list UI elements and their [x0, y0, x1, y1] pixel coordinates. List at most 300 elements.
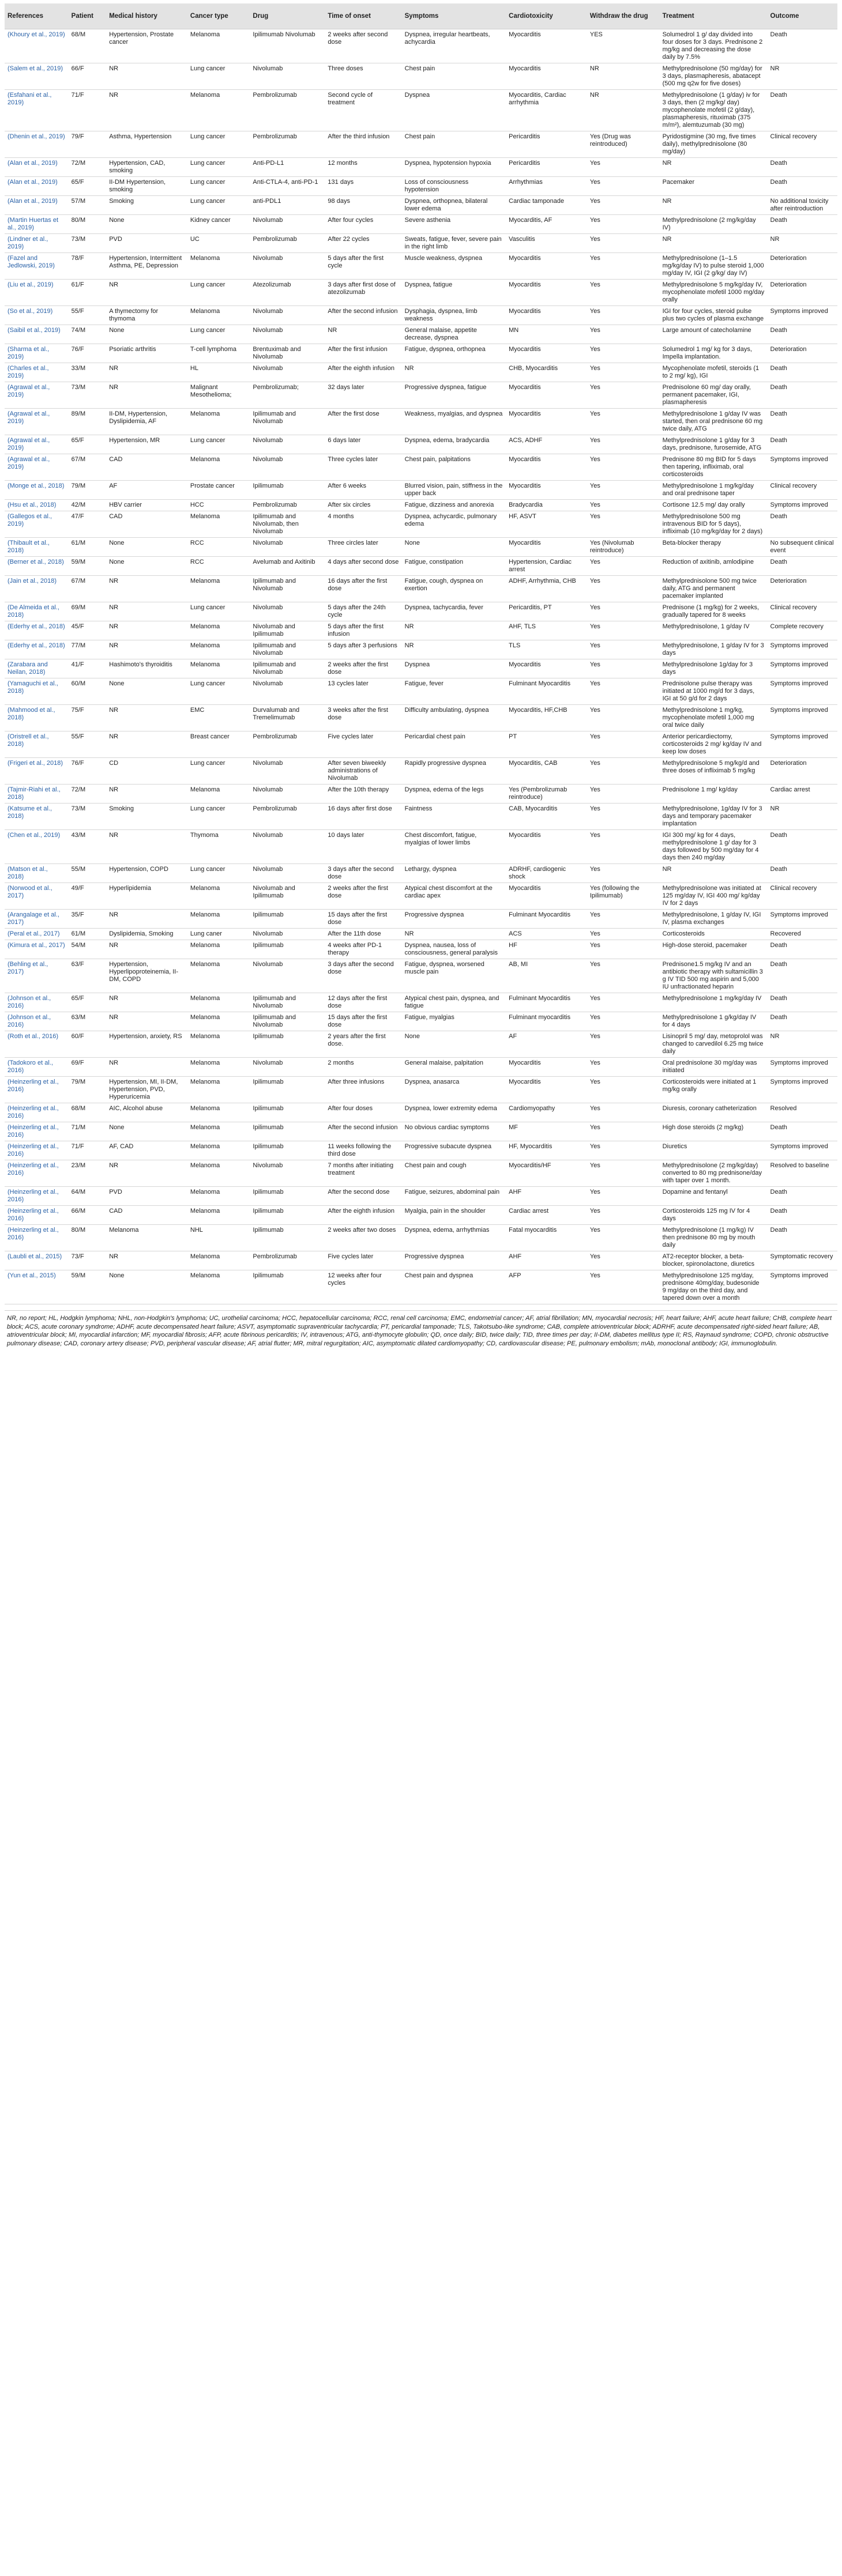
table-cell: 4 weeks after PD-1 therapy — [325, 940, 401, 959]
table-cell: NR — [106, 1012, 187, 1031]
reference-link[interactable]: (So et al., 2019) — [5, 306, 69, 325]
table-cell: Nivolumab — [250, 253, 325, 280]
reference-link[interactable]: (Hsu et al., 2018) — [5, 500, 69, 511]
table-cell: NR — [106, 940, 187, 959]
reference-link[interactable]: (Matson et al., 2018) — [5, 864, 69, 883]
reference-link[interactable]: (De Almeida et al., 2018) — [5, 602, 69, 621]
table-cell: Yes — [587, 659, 660, 678]
table-cell: No subsequent clinical event — [768, 538, 837, 557]
reference-link[interactable]: (Heinzerling et al., 2016) — [5, 1225, 69, 1251]
table-cell: NR — [768, 63, 837, 90]
table-cell: Clinical recovery — [768, 602, 837, 621]
table-cell: Symptoms improved — [768, 454, 837, 481]
table-cell: Nivolumab — [250, 929, 325, 940]
table-cell: Fatigue, fever — [402, 678, 506, 705]
table-cell: Lisinopril 5 mg/ day, metoprolol was changed to carvedilol 6.25 mg twice daily — [660, 1031, 768, 1058]
table-cell: Deterioration — [768, 280, 837, 306]
table-cell: NR — [587, 63, 660, 90]
reference-link[interactable]: (Dhenin et al., 2019) — [5, 131, 69, 158]
table-cell: None — [106, 215, 187, 234]
table-cell: None — [106, 557, 187, 576]
table-cell: Prednisolone pulse therapy was initiated at 1000 mg/d for 3 days, IGI at 50 g/d for 2 days — [660, 678, 768, 705]
reference-link[interactable]: (Fazel and Jedlowski, 2019) — [5, 253, 69, 280]
table-cell: 47/F — [69, 511, 107, 538]
table-cell: 63/F — [69, 959, 107, 993]
table-cell: After the 11th dose — [325, 929, 401, 940]
reference-link[interactable]: (Peral et al., 2017) — [5, 929, 69, 940]
table-row — [5, 306, 837, 325]
table-cell: Arrhythmias — [506, 177, 587, 196]
table-cell: Death — [768, 325, 837, 344]
table-cell: Melanoma — [187, 1251, 250, 1270]
table-cell: Yes — [587, 253, 660, 280]
column-header: Treatment — [660, 3, 768, 29]
table-cell: 65/F — [69, 993, 107, 1012]
table-cell: 73/F — [69, 1251, 107, 1270]
reference-link[interactable]: (Yun et al., 2015) — [5, 1270, 69, 1304]
table-cell: Clinical recovery — [768, 131, 837, 158]
column-header: Symptoms — [402, 3, 506, 29]
table-cell: Ipilimumab — [250, 910, 325, 929]
column-header: Drug — [250, 3, 325, 29]
reference-link[interactable]: (Martin Huertas et al., 2019) — [5, 215, 69, 234]
table-row — [5, 1206, 837, 1225]
table-cell: Yes — [587, 705, 660, 731]
table-cell: AHF — [506, 1187, 587, 1206]
table-cell: 7 months after initiating treatment — [325, 1160, 401, 1187]
table-cell: Melanoma — [187, 1077, 250, 1103]
table-cell: Three cycles later — [325, 454, 401, 481]
table-cell: High dose steroids (2 mg/kg) — [660, 1122, 768, 1141]
table-cell: NR — [106, 830, 187, 864]
table-cell: After the 10th therapy — [325, 785, 401, 804]
table-cell: None — [106, 1122, 187, 1141]
reference-link[interactable]: (Norwood et al., 2017) — [5, 883, 69, 910]
table-cell: Methylprednisolone 500 mg twice daily, ATG and permanent pacemaker implanted — [660, 576, 768, 602]
table-cell: After seven biweekly administrations of Nivolumab — [325, 758, 401, 785]
table-row — [5, 557, 837, 576]
table-cell: Nivolumab and Ipilimumab — [250, 621, 325, 640]
column-header: Outcome — [768, 3, 837, 29]
table-cell: Methylprednisolone 1 g/day IV was started, then oral prednisone 60 mg twice daily, ATG — [660, 409, 768, 435]
reference-link[interactable]: (Thibault et al., 2018) — [5, 538, 69, 557]
reference-link[interactable]: (Esfahani et al., 2019) — [5, 90, 69, 131]
table-cell: 16 days after first dose — [325, 804, 401, 830]
column-header: Cancer type — [187, 3, 250, 29]
reference-link[interactable]: (Liu et al., 2019) — [5, 280, 69, 306]
table-cell: Dyspnea, achycardic, pulmonary edema — [402, 511, 506, 538]
table-cell: None — [402, 1031, 506, 1058]
table-cell: 32 days later — [325, 382, 401, 409]
table-cell: Hypertension, MI, II-DM, Hypertension, PVD, Hyperuricemia — [106, 1077, 187, 1103]
reference-link[interactable]: (Lindner et al., 2019) — [5, 234, 69, 253]
table-cell: 4 days after second dose — [325, 557, 401, 576]
reference-link[interactable]: (Agrawal et al., 2019) — [5, 454, 69, 481]
table-cell: Breast cancer — [187, 731, 250, 758]
table-cell: Melanoma — [187, 910, 250, 929]
table-cell: Nivolumab — [250, 538, 325, 557]
table-cell: CAD — [106, 454, 187, 481]
table-cell: Anti-PD-L1 — [250, 158, 325, 177]
table-row — [5, 1251, 837, 1270]
table-cell: Death — [768, 940, 837, 959]
table-cell: None — [402, 538, 506, 557]
reference-link[interactable]: (Agrawal et al., 2019) — [5, 382, 69, 409]
table-cell: Yes — [587, 344, 660, 363]
table-cell: Myocarditis — [506, 1058, 587, 1077]
reference-link[interactable]: (Katsume et al., 2018) — [5, 804, 69, 830]
table-cell: NR — [106, 621, 187, 640]
reference-link[interactable]: (Behling et al., 2017) — [5, 959, 69, 993]
table-row — [5, 280, 837, 306]
table-row — [5, 929, 837, 940]
table-cell: Yes — [587, 1058, 660, 1077]
table-cell: 57/M — [69, 196, 107, 215]
table-cell: Melanoma — [187, 1103, 250, 1122]
table-cell: Lung cancer — [187, 804, 250, 830]
reference-link[interactable]: (Oristrell et al., 2018) — [5, 731, 69, 758]
table-cell: Death — [768, 993, 837, 1012]
table-cell: Lung cancer — [187, 602, 250, 621]
reference-link[interactable]: (Berner et al., 2018) — [5, 557, 69, 576]
table-cell: Death — [768, 215, 837, 234]
table-cell: 35/F — [69, 910, 107, 929]
reference-link[interactable]: (Salem et al., 2019) — [5, 63, 69, 90]
table-cell: Yes — [587, 158, 660, 177]
table-cell: Nivolumab — [250, 785, 325, 804]
reference-link[interactable]: (Frigeri et al., 2018) — [5, 758, 69, 785]
table-cell: Vasculitis — [506, 234, 587, 253]
table-cell: Ipilimumab and Nivolumab — [250, 640, 325, 659]
table-cell: Lung cancer — [187, 758, 250, 785]
reference-link[interactable]: (Heinzerling et al., 2016) — [5, 1160, 69, 1187]
table-cell: Methylprednisolone (50 mg/day) for 3 days, plasmapheresis, abatacept (500 mg q2w for five doses) — [660, 63, 768, 90]
table-cell: II-DM Hypertension, smoking — [106, 177, 187, 196]
reference-link[interactable]: (Sharma et al., 2019) — [5, 344, 69, 363]
table-cell: Corticosteroids were initiated at 1 mg/kg orally — [660, 1077, 768, 1103]
table-cell: Clinical recovery — [768, 481, 837, 500]
reference-link[interactable]: (Johnson et al., 2016) — [5, 1012, 69, 1031]
reference-link[interactable]: (Gallegos et al., 2019) — [5, 511, 69, 538]
table-cell: 2 weeks after two doses — [325, 1225, 401, 1251]
table-cell: YES — [587, 29, 660, 63]
table-footnote: NR, no report; HL, Hodgkin lymphoma; NHL, non-Hodgkin's lymphoma; UC, urothelial carcinoma; HCC, hepatocellular carcinoma; RCC, renal cell carcinoma; EMC, endometrial cancer; AF, atrial fibrillation; MN, myocardial necrosis; HF, heart failure; AHF, acute heart failure; CHB, complete heart block; ACS, acute coronary syndrome; ADHF, acute decompensated heart failure; ASVT, asymptomatic supraventricular tachycardia; PT, pericardial tamponade; TLS, Takotsubo-like syndrome; CAB, complete atrioventricular block; ADRHF, acute decompensated right-sided heart failure; AB, atrioventricular block; MI, myocardial infarction; MF, myocardial fibrosis; AFP, acute fibrinous pericarditis; IV, intravenous; ATG, anti-thymocyte globulin; QD, once daily; BID, twice daily; TID, three times per day; II-DM, diabetes mellitus type II; RS, Raynaud syndrome; COPD, chronic obstructive pulmonary disease; CAD, coronary artery disease; PVD, peripheral vascular disease; AF, atrial flutter; MR, mitral regurgitation; AIC, asymptomatic dilated cardiomyopathy; CD, cardiovascular disease; PE, pulmonary embolism; mAb, monoclonal antibody; IGI, immunoglobulin. — [5, 1310, 837, 1348]
table-cell: Symptoms improved — [768, 1058, 837, 1077]
table-cell: Death — [768, 830, 837, 864]
table-cell: NR — [106, 63, 187, 90]
table-cell: 23/M — [69, 1160, 107, 1187]
table-cell: Solumedrol 1 mg/ kg for 3 days, Impella implantation. — [660, 344, 768, 363]
table-cell: 63/M — [69, 1012, 107, 1031]
column-header: Withdraw the drug — [587, 3, 660, 29]
reference-link[interactable]: (Roth et al., 2016) — [5, 1031, 69, 1058]
table-cell: 65/F — [69, 435, 107, 454]
table-cell: AHF — [506, 1251, 587, 1270]
table-cell: Yes — [587, 1103, 660, 1122]
reference-link[interactable]: (Heinzerling et al., 2016) — [5, 1187, 69, 1206]
table-cell: Lung cancer — [187, 131, 250, 158]
table-cell: AF, CAD — [106, 1141, 187, 1160]
reference-link[interactable]: (Alan et al., 2019) — [5, 158, 69, 177]
table-cell: Symptoms improved — [768, 1270, 837, 1304]
reference-link[interactable]: (Jain et al., 2018) — [5, 576, 69, 602]
table-cell: Yes — [587, 557, 660, 576]
table-cell: Yes (following the Ipilimumab) — [587, 883, 660, 910]
table-cell: NR — [106, 1251, 187, 1270]
table-cell: Pembrolizumab — [250, 131, 325, 158]
table-cell: Myocarditis — [506, 409, 587, 435]
table-cell: CAD — [106, 1206, 187, 1225]
reference-link[interactable]: (Kimura et al., 2017) — [5, 940, 69, 959]
table-cell: Ipilimumab — [250, 1270, 325, 1304]
table-cell: Ipilimumab and Nivolumab — [250, 409, 325, 435]
table-cell: 79/M — [69, 1077, 107, 1103]
table-cell: Prednisone 80 mg BID for 5 days then tapering, infliximab, oral corticosteroids — [660, 454, 768, 481]
table-cell: Methylprednisolone 1 g/kg/day IV for 4 days — [660, 1012, 768, 1031]
table-cell: Three doses — [325, 63, 401, 90]
table-cell: Melanoma — [187, 940, 250, 959]
reference-link[interactable]: (Ederhy et al., 2018) — [5, 621, 69, 640]
table-cell: Dyspnea — [402, 90, 506, 131]
reference-link[interactable]: (Charles et al., 2019) — [5, 363, 69, 382]
table-cell: Fatigue, seizures, abdominal pain — [402, 1187, 506, 1206]
table-cell: Yes — [587, 785, 660, 804]
reference-link[interactable]: (Chen et al., 2019) — [5, 830, 69, 864]
table-cell: Yes — [587, 481, 660, 500]
table-cell: Death — [768, 158, 837, 177]
table-row — [5, 29, 837, 63]
reference-link[interactable]: (Yamaguchi et al., 2018) — [5, 678, 69, 705]
table-cell: Melanoma — [187, 576, 250, 602]
table-cell: Ipilimumab — [250, 1031, 325, 1058]
table-cell: Deterioration — [768, 576, 837, 602]
table-cell: After three infusions — [325, 1077, 401, 1103]
table-cell: Nivolumab and Ipilimumab — [250, 883, 325, 910]
table-cell: IGI 300 mg/ kg for 4 days, methylprednisolone 1 g/ day for 3 days followed by 500 mg/day for 4 days then 240 mg/day — [660, 830, 768, 864]
table-cell: After four doses — [325, 1103, 401, 1122]
reference-link[interactable]: (Agrawal et al., 2019) — [5, 435, 69, 454]
table-cell: Death — [768, 511, 837, 538]
table-cell: Myalgia, pain in the shoulder — [402, 1206, 506, 1225]
table-cell: Prednisolone 60 mg/ day orally, permanent pacemaker, IGI, plasmapheresis — [660, 382, 768, 409]
table-cell: Myocarditis, HF,CHB — [506, 705, 587, 731]
table-cell: Death — [768, 177, 837, 196]
table-row — [5, 253, 837, 280]
table-cell: Dyspnea, edema, arrhythmias — [402, 1225, 506, 1251]
table-cell: 15 days after the first dose — [325, 910, 401, 929]
table-cell: 2 years after the first dose. — [325, 1031, 401, 1058]
table-cell: Pyridostigmine (30 mg, five times daily), methylprednisolone (80 mg/day) — [660, 131, 768, 158]
table-cell: NR — [660, 864, 768, 883]
table-cell: Nivolumab — [250, 215, 325, 234]
table-cell: IGI for four cycles, steroid pulse plus two cycles of plasma exchange — [660, 306, 768, 325]
table-cell: Hypertension, CAD, smoking — [106, 158, 187, 177]
table-row — [5, 910, 837, 929]
reference-link[interactable]: (Tadokoro et al., 2016) — [5, 1058, 69, 1077]
table-row — [5, 640, 837, 659]
table-row — [5, 435, 837, 454]
table-cell: 12 months — [325, 158, 401, 177]
reference-link[interactable]: (Saibil et al., 2019) — [5, 325, 69, 344]
table-cell: Ipilimumab — [250, 1077, 325, 1103]
reference-link[interactable]: (Heinzerling et al., 2016) — [5, 1141, 69, 1160]
table-cell: Dyspnea, edema of the legs — [402, 785, 506, 804]
table-row — [5, 758, 837, 785]
table-cell: Symptoms improved — [768, 640, 837, 659]
table-row — [5, 731, 837, 758]
table-cell: Beta-blocker therapy — [660, 538, 768, 557]
table-cell: Yes — [587, 940, 660, 959]
table-cell: Death — [768, 1225, 837, 1251]
table-cell: Melanoma — [187, 621, 250, 640]
table-cell: Melanoma — [187, 1270, 250, 1304]
reference-link[interactable]: (Laubli et al., 2015) — [5, 1251, 69, 1270]
table-cell: Myocarditis — [506, 280, 587, 306]
table-row — [5, 1187, 837, 1206]
table-row — [5, 63, 837, 90]
table-cell: Methylprednisolone (1–1.5 mg/kg/day IV) to pulse steroid 1,000 mg/day IV, IGI (2 g/kg/ day IV) — [660, 253, 768, 280]
reference-link[interactable]: (Heinzerling et al., 2016) — [5, 1103, 69, 1122]
table-cell: NR — [106, 90, 187, 131]
table-cell: Methylprednisolone 500 mg intravenous BID for 5 days), infliximab (10 mg/kg/day for 2 days) — [660, 511, 768, 538]
reference-link[interactable]: (Zarabara and Neilan, 2018) — [5, 659, 69, 678]
table-cell: Atypical chest pain, dyspnea, and fatigue — [402, 993, 506, 1012]
table-cell: 11 weeks following the third dose — [325, 1141, 401, 1160]
reference-link[interactable]: (Monge et al., 2018) — [5, 481, 69, 500]
table-cell: 3 days after first dose of atezolizumab — [325, 280, 401, 306]
reference-link[interactable]: (Mahmood et al., 2018) — [5, 705, 69, 731]
table-cell: Cortisone 12.5 mg/ day orally — [660, 500, 768, 511]
table-cell: Pacemaker — [660, 177, 768, 196]
reference-link[interactable]: (Ederhy et al., 2018) — [5, 640, 69, 659]
reference-link[interactable]: (Alan et al., 2019) — [5, 177, 69, 196]
table-row — [5, 705, 837, 731]
table-cell: Deterioration — [768, 344, 837, 363]
table-cell: 5 days after the first cycle — [325, 253, 401, 280]
table-row — [5, 363, 837, 382]
table-cell: 72/M — [69, 785, 107, 804]
table-cell: Nivolumab — [250, 325, 325, 344]
table-cell: 75/F — [69, 705, 107, 731]
table-cell: Cardiac arrest — [768, 785, 837, 804]
table-cell: Melanoma — [187, 993, 250, 1012]
column-header: References — [5, 3, 69, 29]
table-row — [5, 344, 837, 363]
table-cell: Symptomatic recovery — [768, 1251, 837, 1270]
table-cell: Death — [768, 409, 837, 435]
table-cell: Death — [768, 1122, 837, 1141]
table-cell: Fatigue, dizziness and anorexia — [402, 500, 506, 511]
table-cell: 72/M — [69, 158, 107, 177]
table-cell: AT2-receptor blocker, a beta-blocker, spironolactone, diuretics — [660, 1251, 768, 1270]
table-cell: Yes — [587, 306, 660, 325]
table-cell: Melanoma — [187, 1058, 250, 1077]
table-cell: 2 weeks after the first dose — [325, 883, 401, 910]
table-cell: NR — [768, 804, 837, 830]
table-cell: II-DM, Hypertension, Dyslipidemia, AF — [106, 409, 187, 435]
table-cell: NR — [106, 705, 187, 731]
table-cell: NR — [106, 993, 187, 1012]
table-cell: Yes — [587, 678, 660, 705]
table-cell: Clinical recovery — [768, 883, 837, 910]
table-cell: Melanoma — [187, 1031, 250, 1058]
table-cell: AB, MI — [506, 959, 587, 993]
table-cell: Nivolumab — [250, 758, 325, 785]
table-cell: Ipilimumab — [250, 940, 325, 959]
table-cell: 79/F — [69, 131, 107, 158]
table-cell: Yes — [587, 409, 660, 435]
case-report-table — [5, 3, 837, 1304]
table-cell: Fatigue, myalgias — [402, 1012, 506, 1031]
column-header: Patient — [69, 3, 107, 29]
table-cell: NR — [106, 910, 187, 929]
reference-link[interactable]: (Alan et al., 2019) — [5, 196, 69, 215]
table-row — [5, 576, 837, 602]
table-cell: 76/F — [69, 758, 107, 785]
table-cell: Methylprednisolone 1 mg/kg/day and oral prednisone taper — [660, 481, 768, 500]
table-cell: CD — [106, 758, 187, 785]
table-cell: Ipilimumab and Nivolumab, then Nivolumab — [250, 511, 325, 538]
table-cell: Hypertension, Hyperlipoproteinemia, II-DM, COPD — [106, 959, 187, 993]
table-cell: Ipilimumab and Nivolumab — [250, 576, 325, 602]
table-cell: Death — [768, 382, 837, 409]
reference-link[interactable]: (Heinzerling et al., 2016) — [5, 1077, 69, 1103]
table-cell: After the second infusion — [325, 306, 401, 325]
table-row — [5, 1225, 837, 1251]
table-cell: Nivolumab — [250, 63, 325, 90]
table-cell: Lung cancer — [187, 435, 250, 454]
table-cell: Dyspnea, tachycardia, fever — [402, 602, 506, 621]
table-cell: Yes — [587, 1077, 660, 1103]
table-cell: Symptoms improved — [768, 1141, 837, 1160]
reference-link[interactable]: (Khoury et al., 2019) — [5, 29, 69, 63]
table-cell: Yes — [587, 640, 660, 659]
table-cell: Yes — [587, 363, 660, 382]
table-cell: After six circles — [325, 500, 401, 511]
table-cell: 54/M — [69, 940, 107, 959]
table-cell: PVD — [106, 1187, 187, 1206]
table-cell: Death — [768, 864, 837, 883]
table-cell: HF, Myocarditis — [506, 1141, 587, 1160]
reference-link[interactable]: (Agrawal et al., 2019) — [5, 409, 69, 435]
table-cell: Brentuximab and Nivolumab — [250, 344, 325, 363]
table-cell: Prednisolone 1 mg/ kg/day — [660, 785, 768, 804]
reference-link[interactable]: (Arangalage et al., 2017) — [5, 910, 69, 929]
table-cell: Methylprednisolone, 1g/day IV for 3 days and temporary pacemaker implantation — [660, 804, 768, 830]
table-cell: PVD — [106, 234, 187, 253]
table-cell: Hypertension, Cardiac arrest — [506, 557, 587, 576]
table-cell: Bradycardia — [506, 500, 587, 511]
table-cell: Melanoma — [187, 1122, 250, 1141]
reference-link[interactable]: (Heinzerling et al., 2016) — [5, 1122, 69, 1141]
table-cell: UC — [187, 234, 250, 253]
table-cell: Dyspnea, edema, bradycardia — [402, 435, 506, 454]
table-cell: Pembrolizumab — [250, 500, 325, 511]
table-cell: Durvalumab and Tremelimumab — [250, 705, 325, 731]
table-cell: Yes — [587, 1225, 660, 1251]
table-cell: Ipilimumab and Nivolumab — [250, 1012, 325, 1031]
table-cell: EMC — [187, 705, 250, 731]
table-cell: 79/M — [69, 481, 107, 500]
table-cell: Hypertension, anxiety, RS — [106, 1031, 187, 1058]
reference-link[interactable]: (Heinzerling et al., 2016) — [5, 1206, 69, 1225]
reference-link[interactable]: (Tajmir-Riahi et al., 2018) — [5, 785, 69, 804]
table-cell: Corticosteroids 125 mg IV for 4 days — [660, 1206, 768, 1225]
table-cell: No additional toxicity after reintroduction — [768, 196, 837, 215]
table-cell: After the first infusion — [325, 344, 401, 363]
reference-link[interactable]: (Johnson et al., 2016) — [5, 993, 69, 1012]
table-cell: Yes — [587, 804, 660, 830]
